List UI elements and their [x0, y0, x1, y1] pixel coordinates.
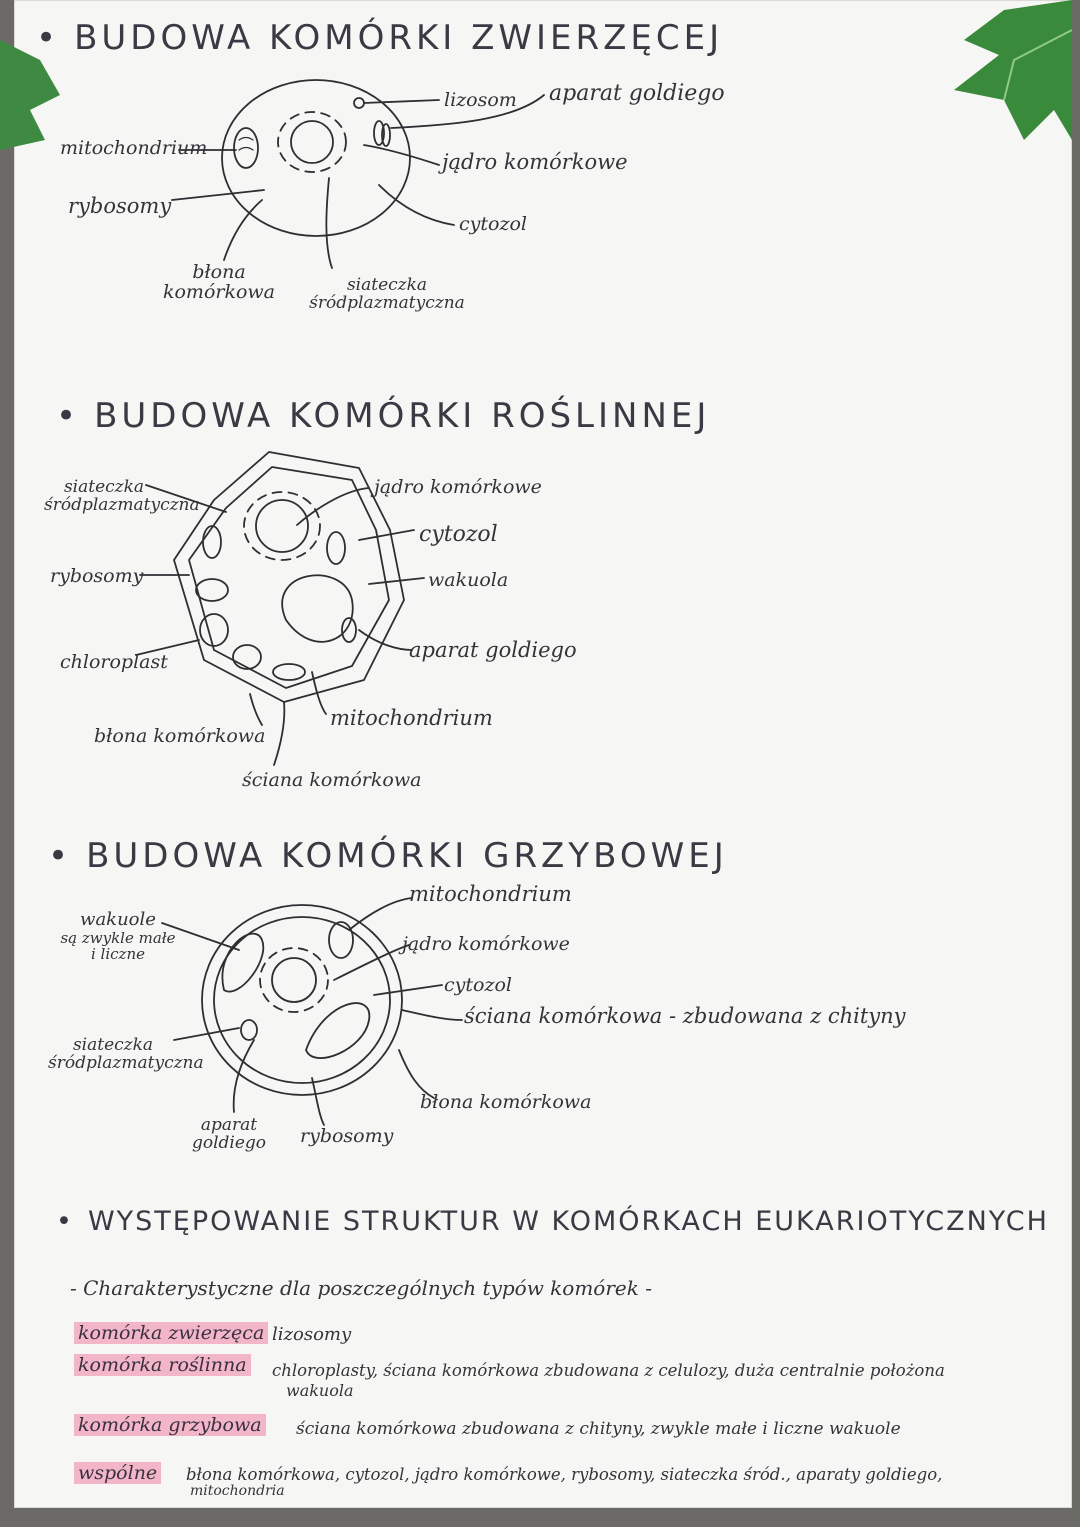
- row-value: błona komórkowa, cytozol, jądro komórkowe, rybosomy, siateczka śród., aparaty goldiego,: [186, 1465, 943, 1484]
- row-value-continued: mitochondria: [190, 1483, 285, 1499]
- fungal-label-sciana: ściana komórkowa - zbudowana z chityny: [464, 1004, 906, 1028]
- heading-fungal-cell: • BUDOWA KOMÓRKI GRZYBOWEJ: [48, 836, 728, 876]
- occurrence-row-animal: [74, 1322, 268, 1344]
- heading-animal-cell: • BUDOWA KOMÓRKI ZWIERZĘCEJ: [36, 18, 724, 58]
- plant-label-sciana: ściana komórkowa: [242, 769, 422, 791]
- fungal-label-jadro: jądro komórkowe: [402, 933, 570, 955]
- fungal-label-rybosomy: rybosomy: [300, 1125, 394, 1147]
- row-key-highlight: komórka roślinna: [74, 1354, 251, 1376]
- fungal-label-wakuole: wakuole są zwykle małe i liczne: [60, 909, 176, 963]
- fungal-label-blona: błona komórkowa: [420, 1091, 592, 1113]
- animal-label-cytozol: cytozol: [459, 213, 527, 235]
- row-key-highlight: komórka grzybowa: [74, 1414, 266, 1436]
- animal-label-blona: błona komórkowa: [162, 261, 276, 303]
- plant-label-cytozol: cytozol: [419, 522, 498, 547]
- fungal-label-mitochondrium: mitochondrium: [409, 882, 572, 906]
- plant-label-chloroplast: chloroplast: [60, 651, 168, 673]
- occurrence-row-fungal: [74, 1414, 266, 1436]
- occurrence-row-plant: [74, 1354, 251, 1376]
- row-key-highlight: wspólne: [74, 1462, 161, 1484]
- occurrence-intro: - Charakterystyczne dla poszczególnych typów komórek -: [70, 1276, 652, 1300]
- heading-occurrence: • WYSTĘPOWANIE STRUKTUR W KOMÓRKACH EUKARIOTYCZNYCH: [56, 1206, 1049, 1237]
- plant-label-rybosomy: rybosomy: [50, 565, 144, 587]
- row-key-highlight: komórka zwierzęca: [74, 1322, 268, 1344]
- plant-label-mitochondrium: mitochondrium: [330, 706, 493, 730]
- notebook-page: [14, 0, 1072, 1508]
- animal-label-golgi: aparat goldiego: [549, 81, 725, 106]
- row-value: ściana komórkowa zbudowana z chityny, zwykle małe i liczne wakuole: [296, 1419, 901, 1439]
- fungal-label-golgi: aparat goldiego: [191, 1115, 267, 1153]
- plant-label-jadro: jądro komórkowe: [374, 476, 542, 498]
- plant-label-siateczka: siateczka śródplazmatyczna: [44, 477, 200, 515]
- animal-label-rybosomy: rybosomy: [68, 194, 172, 218]
- animal-label-lizosom: lizosom: [444, 89, 517, 111]
- animal-label-jadro: jądro komórkowe: [442, 150, 628, 174]
- heading-plant-cell: • BUDOWA KOMÓRKI ROŚLINNEJ: [56, 396, 711, 436]
- plant-label-wakuola: wakuola: [428, 569, 509, 591]
- row-value: lizosomy: [272, 1324, 352, 1345]
- row-value-continued: wakuola: [286, 1381, 354, 1400]
- animal-label-siateczka: siateczka śródplazmatyczna: [309, 275, 465, 313]
- animal-label-mitochondrium: mitochondrium: [60, 137, 208, 159]
- occurrence-row-common: [74, 1462, 161, 1484]
- row-value: chloroplasty, ściana komórkowa zbudowana z celulozy, duża centralnie położona: [272, 1361, 945, 1380]
- plant-label-golgi: aparat goldiego: [409, 638, 577, 662]
- plant-label-blona: błona komórkowa: [94, 725, 266, 747]
- fungal-label-cytozol: cytozol: [444, 974, 512, 996]
- fungal-label-siateczka: siateczka śródplazmatyczna: [48, 1035, 204, 1073]
